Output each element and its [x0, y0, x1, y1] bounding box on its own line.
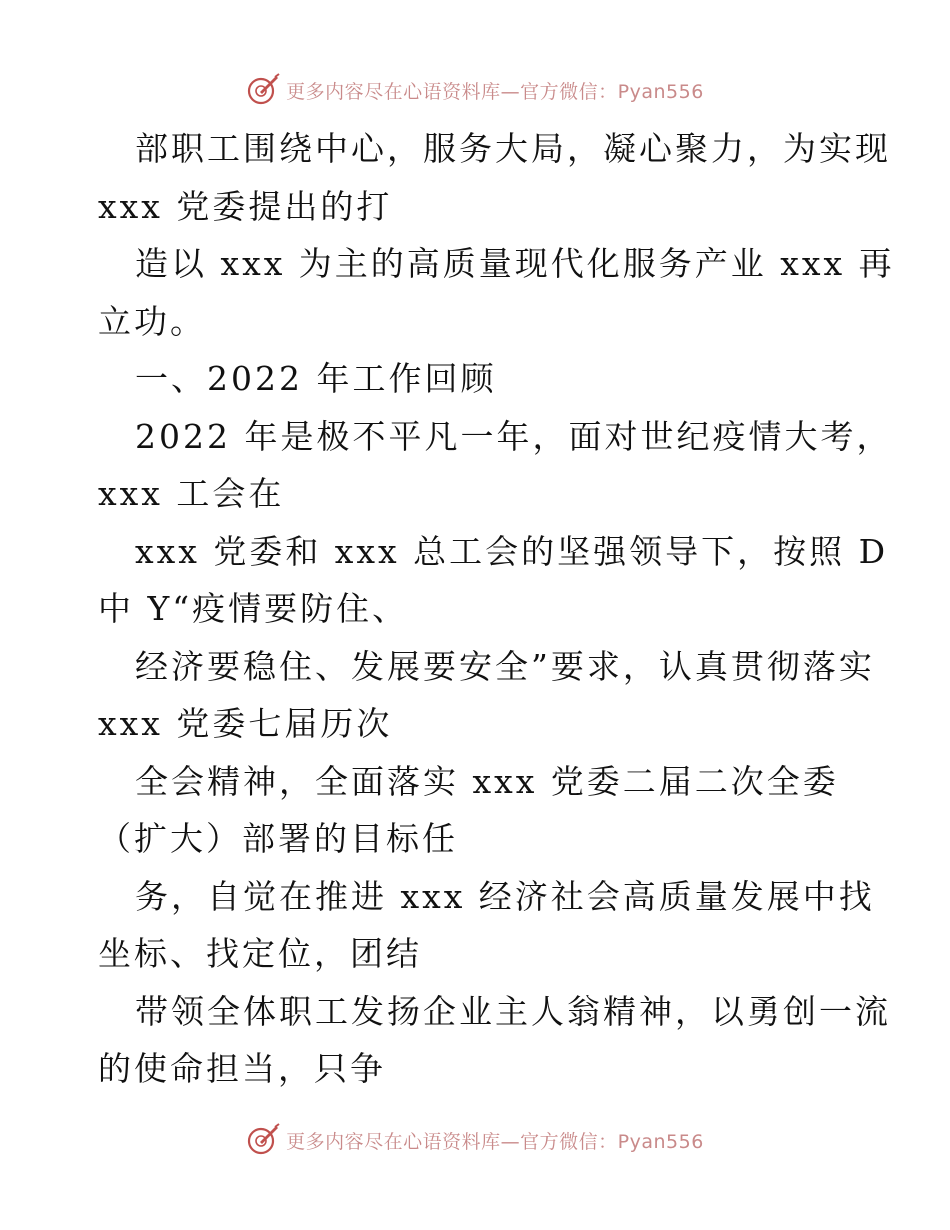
- header-banner-text: 更多内容尽在心语资料库—官方微信：Pyan556: [286, 80, 704, 103]
- text-line: 的使命担当，只争: [98, 1049, 386, 1088]
- text-line: （扩大）部署的目标任: [98, 819, 458, 858]
- text-line: 部职工围绕中心，服务大局，凝心聚力，为实现: [135, 129, 891, 168]
- footer-banner-text: 更多内容尽在心语资料库—官方微信：Pyan556: [286, 1130, 704, 1153]
- text-line: 经济要稳住、发展要安全”要求，认真贯彻落实: [135, 646, 875, 686]
- text-line: xxx 工会在: [98, 474, 285, 513]
- pen-logo-icon: [246, 73, 280, 107]
- text-line: 全会精神，全面落实 xxx 党委二届二次全委: [135, 761, 839, 801]
- text-line: 立功。: [98, 301, 206, 341]
- document-body: [98, 120, 895, 1098]
- text-line: 一、2022 年工作回顾: [135, 359, 497, 398]
- text-line: 带领全体职工发扬企业主人翁精神，以勇创一流: [135, 991, 891, 1031]
- text-line: 务，自觉在推进 xxx 经济社会高质量发展中找: [135, 876, 875, 916]
- text-line: 中 Y“疫情要防住、: [98, 589, 409, 628]
- header-banner: [0, 70, 950, 110]
- pen-logo-icon: [246, 1123, 280, 1157]
- footer-banner: [0, 1120, 950, 1160]
- text-line: 造以 xxx 为主的高质量现代化服务产业 xxx 再: [135, 244, 895, 283]
- text-line: xxx 党委提出的打: [98, 186, 393, 226]
- text-line: xxx 党委和 xxx 总工会的坚强领导下，按照 D: [135, 531, 889, 571]
- text-line: 坐标、找定位，团结: [98, 934, 422, 973]
- text-line: xxx 党委七届历次: [98, 704, 393, 743]
- text-line: 2022 年是极不平凡一年，面对世纪疫情大考，: [135, 416, 893, 456]
